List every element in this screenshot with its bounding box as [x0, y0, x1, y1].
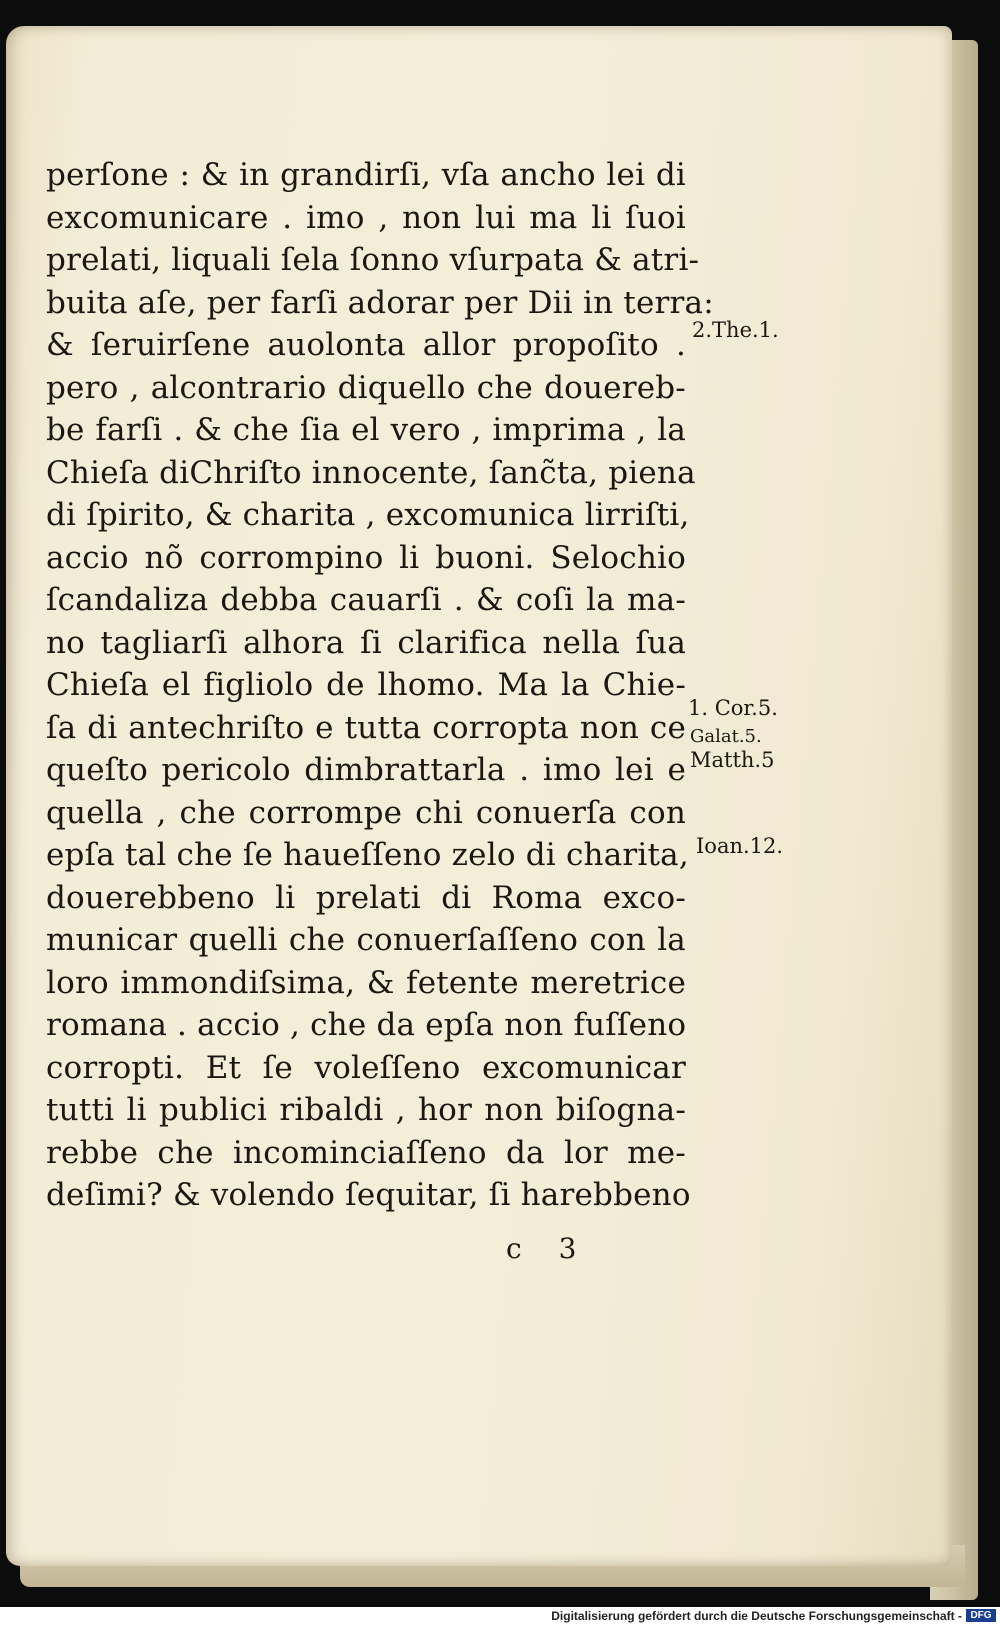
text-line: ſcandaliza debba cauarſi . & coſi la ma-: [46, 582, 686, 618]
text-line: prelati, liquali ſela ſonno vſurpata & atri-: [46, 242, 700, 278]
body-text: [46, 154, 714, 1217]
signature-mark: c 3: [506, 1232, 591, 1265]
text-line: be farſi . & che ſia el vero , imprima , la: [46, 412, 686, 448]
text-line: epſa tal che ſe haueſſeno zelo di charita,: [46, 837, 689, 873]
text-line: buita aſe, per farſi adorar per Dii in terra:: [46, 284, 714, 321]
text-line: rebbe che incominciaſſeno da lor me-: [46, 1134, 686, 1171]
text-line: Chieſa diChriſto innocente, ſanc̃ta, piena: [46, 454, 696, 491]
text-line: & ſeruirſene auolonta allor propoſito .: [46, 327, 686, 363]
text-line: douerebbeno li prelati di Roma exco-: [46, 879, 686, 916]
book-page: [6, 26, 952, 1566]
margin-note: Ioan.12.: [696, 834, 784, 858]
text-line: perſone : & in grandirſi, vſa ancho lei di: [46, 157, 686, 193]
text-line: deſimi? & volendo ſequitar, ſi harebbeno: [46, 1177, 691, 1213]
text-line: Chieſa el figliolo de lhomo. Ma la Chie-: [46, 667, 686, 703]
dfg-logo: DFG: [966, 1609, 996, 1622]
text-line: accio nõ corrompino li buoni. Selochio: [46, 539, 686, 576]
text-line: loro immondiſsima, & fetente meretrice: [46, 964, 686, 1001]
footer-credit: Digitalisierung gefördert durch die Deutsche Forschungsgemeinschaft -: [551, 1609, 962, 1623]
text-line: no tagliarſi alhora ſi clarifica nella ſua: [46, 624, 686, 661]
text-line: quella , che corrompe chi conuerſa con: [46, 794, 686, 831]
margin-note: Matth.5: [690, 748, 775, 772]
text-line: corropti. Et ſe voleſſeno excomunicar: [46, 1049, 686, 1086]
text-line: excomunicare . imo , non lui ma li ſuoi: [46, 199, 686, 236]
text-line: ſa di antechriſto e tutta corropta non ce: [46, 709, 686, 746]
margin-note: 2.The.1.: [692, 318, 779, 342]
text-line: queſto pericolo dimbrattarla . imo lei e: [46, 752, 686, 788]
margin-note: 1. Cor.5.: [688, 696, 778, 720]
text-line: tutti li publici ribaldi , hor non biſogna-: [46, 1092, 686, 1128]
text-line: pero , alcontrario diquello che douereb-: [46, 369, 686, 406]
text-line: municar quelli che conuerſaſſeno con la: [46, 922, 686, 958]
text-line: romana . accio , che da epſa non fuſſeno: [46, 1007, 687, 1043]
margin-note: Galat.5.: [690, 726, 762, 747]
text-line: di ſpirito, & charita , excomunica lirriſti,: [46, 497, 690, 533]
